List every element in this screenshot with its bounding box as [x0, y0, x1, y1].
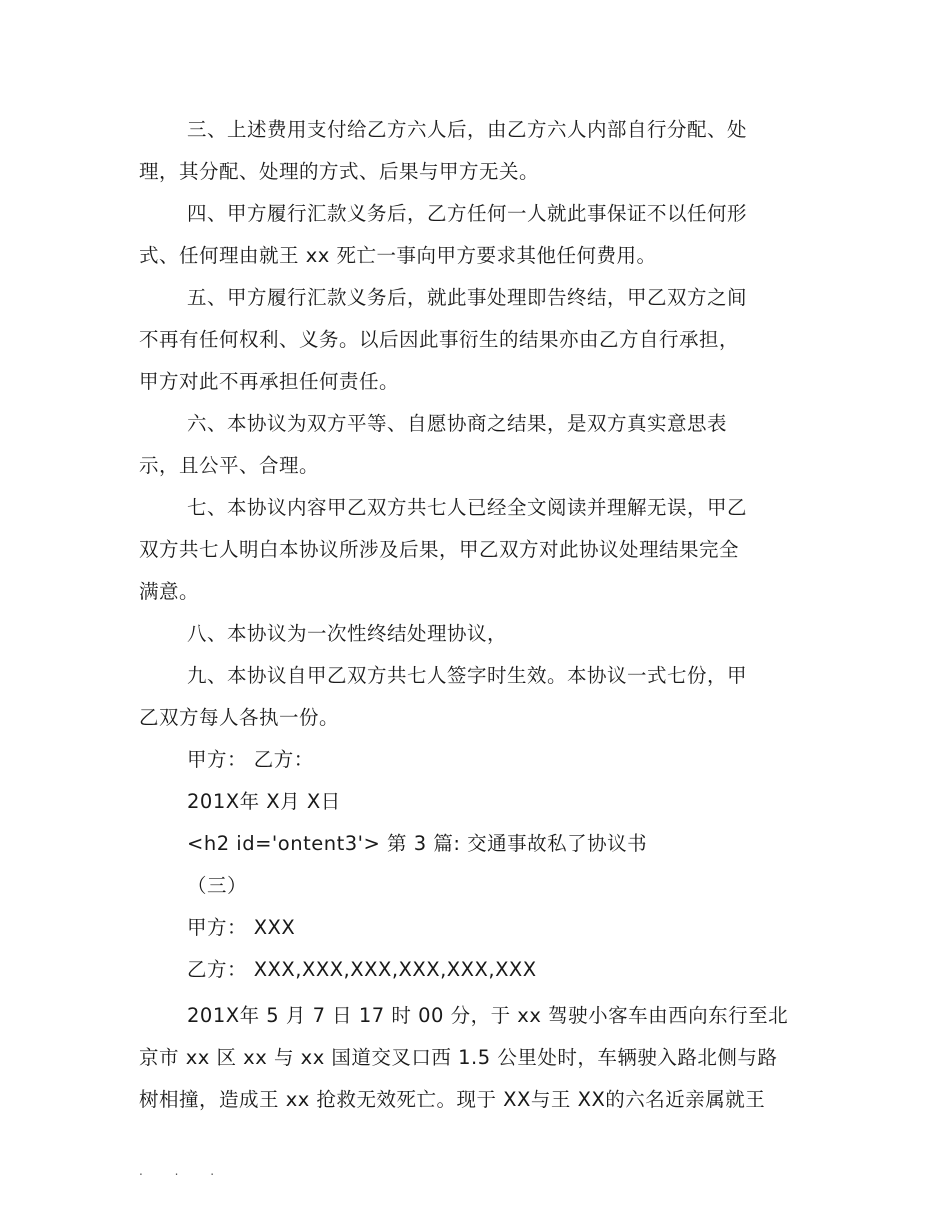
paragraph-6-line-2: 示，且公平、合理。 — [139, 454, 320, 477]
paragraph-6-line-1: 六、本协议为双方平等、自愿协商之结果，是双方真实意思表 — [187, 412, 728, 435]
paragraph-3-line-1: 三、上述费用支付给乙方六人后，由乙方六人内部自行分配、处 — [187, 118, 748, 141]
paragraph-8-line-1: 八、本协议为一次性终结处理协议， — [187, 622, 508, 645]
incident-line-2: 京市 xx 区 xx 与 xx 国道交叉口西 1.5 公里处时，车辆驶入路北侧与路 — [139, 1046, 778, 1069]
party-a: 甲方： XXX — [187, 916, 296, 939]
paragraph-7-line-1: 七、本协议内容甲乙双方共七人已经全文阅读并理解无误，甲乙 — [187, 496, 748, 519]
paragraph-9-line-1: 九、本协议自甲乙双方共七人签字时生效。本协议一式七份，甲 — [187, 664, 748, 687]
signature-parties: 甲方： 乙方： — [187, 748, 314, 771]
incident-line-1: 201X年 5 月 7 日 17 时 00 分，于 xx 驾驶小客车由西向东行至北 — [187, 1004, 789, 1027]
party-b: 乙方： XXX,XXX,XXX,XXX,XXX,XXX — [187, 958, 537, 981]
paragraph-5-line-3: 甲方对此不再承担任何责任。 — [139, 370, 400, 393]
paragraph-7-line-3: 满意。 — [139, 580, 200, 603]
signature-date: 201X年 X月 X日 — [187, 790, 341, 813]
section-heading: <h2 id='ontent3'> 第 3 篇: 交通事故私了协议书 — [187, 832, 648, 855]
paragraph-7-line-2: 双方共七人明白本协议所涉及后果，甲乙双方对此协议处理结果完全 — [139, 538, 740, 561]
paragraph-5-line-2: 不再有任何权利、义务。以后因此事衍生的结果亦由乙方自行承担， — [139, 328, 740, 351]
paragraph-9-line-2: 乙双方每人各执一份。 — [139, 706, 340, 729]
paragraph-3-line-2: 理，其分配、处理的方式、后果与甲方无关。 — [139, 160, 540, 183]
paragraph-5-line-1: 五、甲方履行汇款义务后，就此事处理即告终结，甲乙双方之间 — [187, 286, 748, 309]
footer-marks: . . . — [139, 1164, 229, 1178]
incident-line-3: 树相撞，造成王 xx 抢救无效死亡。现于 XX与王 XX的六名近亲属就王 — [139, 1088, 766, 1111]
paragraph-4-line-1: 四、甲方履行汇款义务后，乙方任何一人就此事保证不以任何形 — [187, 202, 748, 225]
section-number: （三） — [187, 874, 248, 897]
paragraph-4-line-2: 式、任何理由就王 xx 死亡一事向甲方要求其他任何费用。 — [139, 244, 657, 267]
